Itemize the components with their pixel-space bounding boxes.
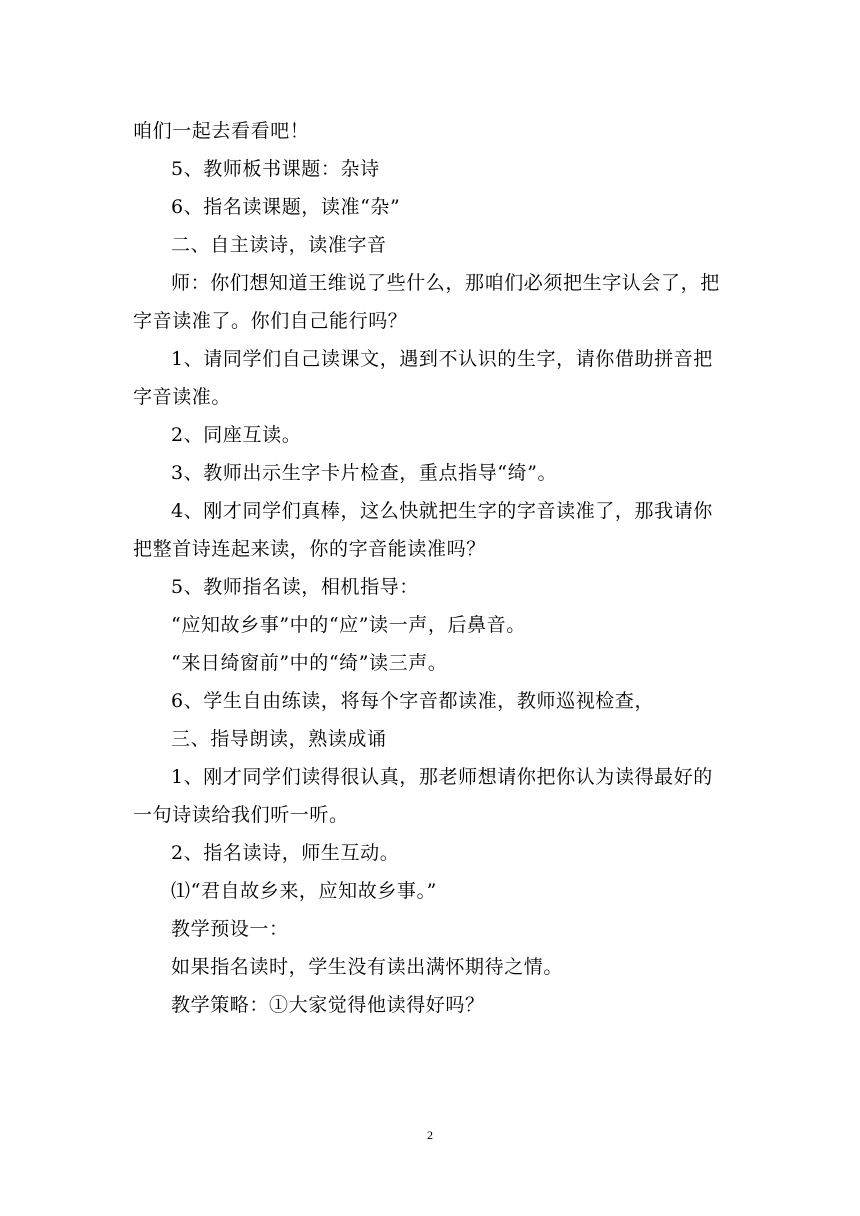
section-heading: 三、指导朗读，熟读成诵 [171,728,387,750]
text-line: 6、学生自由练读，将每个字音都读准，教师巡视检查， [171,690,655,712]
text-line: 1、请同学们自己读课文，遇到不认识的生字，请你借助拼音把 [171,348,713,370]
text-line: “应知故乡事”中的“应”读一声，后鼻音。 [171,614,526,636]
text-line: 6、指名读课题，读准“杂” [171,196,401,218]
text-line: 把整首诗连起来读，你的字音能读准吗？ [133,538,486,560]
text-line: 2、指名读诗，师生互动。 [171,842,400,864]
text-line: 字音读准。 [133,386,232,408]
text-line: 教学预设一： [171,918,289,940]
text-line: 3、教师出示生字卡片检查，重点指导“绮”。 [171,462,558,484]
text-line: 一句诗读给我们听一听。 [133,804,349,826]
text-line: 字音读准了。你们自己能行吗？ [133,310,408,332]
text-line: “来日绮窗前”中的“绮”读三声。 [171,652,448,674]
text-line: 5、教师板书课题：杂诗 [171,158,380,180]
section-heading: 二、自主读诗，读准字音 [171,234,387,256]
text-line: 教学策略：①大家觉得他读得好吗？ [171,994,485,1016]
page-number: 2 [427,1128,433,1142]
text-line: 如果指名读时，学生没有读出满怀期待之情。 [171,956,564,978]
text-line: 1、刚才同学们读得很认真，那老师想请你把你认为读得最好的 [171,766,713,788]
text-line: 咱们一起去看看吧！ [133,120,310,142]
text-line: 2、同座互读。 [171,424,302,446]
text-line: 4、刚才同学们真棒，这么快就把生字的字音读准了，那我请你 [171,500,713,522]
text-line: 5、教师指名读，相机指导： [171,576,419,598]
text-line: ⑴“君自故乡来，应知故乡事。” [171,880,437,902]
document-body [133,112,733,1024]
text-line: 师：你们想知道王维说了些什么，那咱们必须把生字认会了，把 [171,272,720,294]
